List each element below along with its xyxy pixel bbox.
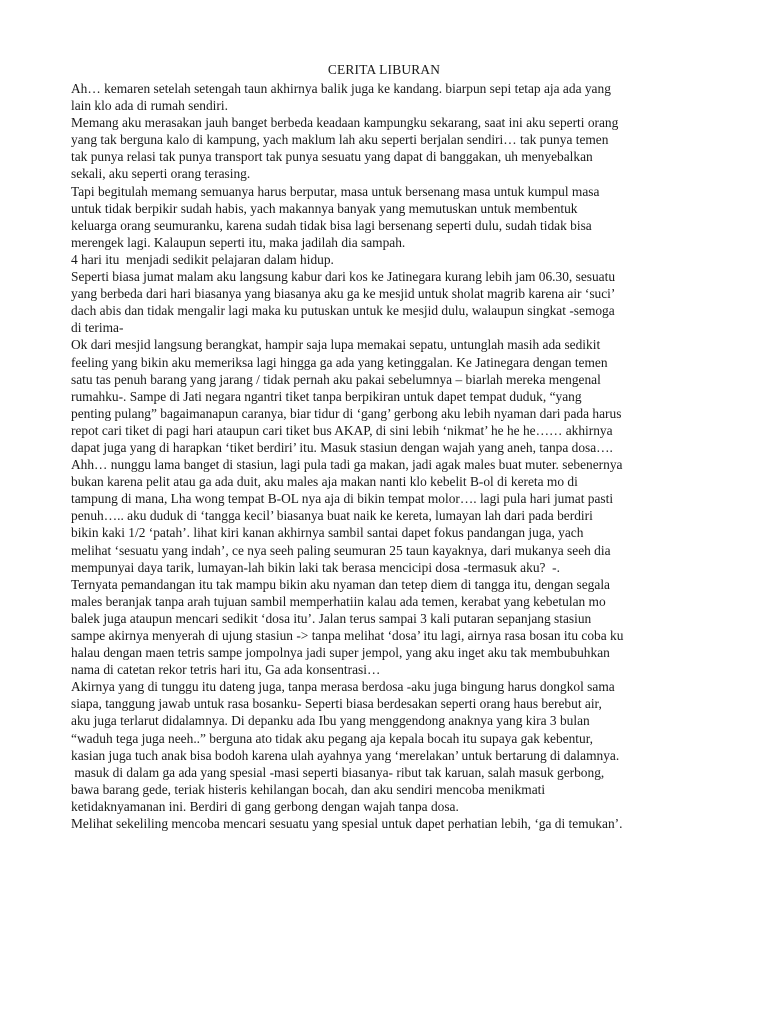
text-line: Tapi begitulah memang semuanya harus berputar, masa untuk bersenang masa untuk kumpul masa (71, 183, 600, 199)
text-line: yang tak berguna kalo di kampung, yach maklum lah aku seperti berjalan sendiri… tak punya temen (71, 132, 609, 148)
text-line: masuk di dalam ga ada yang spesial -masi seperti biasanya- ribut tak karuan, salah masuk gerbong, (71, 764, 605, 780)
text-line: penuh….. aku duduk di ‘tangga kecil’ biasanya buat naik ke kereta, lumayan lah dari pada berdiri (71, 508, 593, 524)
text-line: lain klo ada di rumah sendiri. (71, 98, 228, 114)
text-line: rumahku-. Sampe di Jati negara ngantri tiket tanpa berpikiran untuk dapet tempat duduk, “yang (71, 388, 582, 404)
text-line: “waduh tega juga neeh..” berguna ato tidak aku pegang aja kepala bocah itu supaya gak kebentur, (71, 730, 593, 746)
text-line: mempunyai daya tarik, lumayan-lah bikin laki tak berasa mencicipi dosa -termasuk aku? -. (71, 559, 560, 575)
text-line: Melihat sekeliling mencoba mencari sesuatu yang spesial untuk dapet perhatian lebih, ‘ga di temukan’. (71, 816, 623, 832)
text-line: aku juga terlarut didalamnya. Di depanku ada Ibu yang menggendong anaknya yang kira 3 bulan (71, 713, 590, 729)
text-line: Ternyata pemandangan itu tak mampu bikin aku nyaman dan tetep diem di tangga itu, dengan segala (71, 576, 610, 592)
text-line: bukan karena pelit atau ga ada duit, aku males aja makan nanti klo kebelit B-ol di kereta mo di (71, 474, 578, 490)
text-line: tampung di mana, Lha wong tempat B-OL nya aja di bikin tempat molor…. lagi pula hari jumat pasti (71, 491, 614, 507)
text-line: keluarga orang seumuranku, karena sudah tidak bisa lagi bersenang seperti dulu, sudah tidak bisa (71, 217, 592, 233)
text-line: 4 hari itu menjadi sedikit pelajaran dalam hidup. (71, 251, 334, 267)
text-line: Seperti biasa jumat malam aku langsung kabur dari kos ke Jatinegara kurang lebih jam 06.30, sesuatu (71, 269, 616, 285)
text-line: sampe akirnya menyerah di ujung stasiun -> tanpa melihat ‘dosa’ itu lagi, airnya rasa bosan itu coba ku (71, 628, 624, 643)
text-line: feeling yang bikin aku memeriksa lagi hingga ga ada yang ketinggalan. Ke Jatinegara dengan temen (71, 354, 608, 370)
text-line: di terima- (71, 320, 124, 336)
text-line: Akirnya yang di tunggu itu dateng juga, tanpa merasa berdosa -aku juga bingung harus dongkol sama (71, 679, 615, 695)
text-line: penting pulang” bagaimanapun caranya, biar tidur di ‘gang’ gerbong aku lebih nyaman dari pada harus (71, 405, 622, 421)
document-title: CERITA LIBURAN (327, 62, 441, 77)
text-line: sekali, aku seperti orang terasing. (71, 166, 251, 182)
text-line: nama di catetan rekor tetris hari itu, Ga ada konsentrasi… (71, 662, 381, 678)
text-line: Memang aku merasakan jauh banget berbeda keadaan kampungku sekarang, saat ini aku seperti orang (71, 115, 619, 131)
text-line: Ahh… nunggu lama banget di stasiun, lagi pula tadi ga makan, jadi agak males buat muter. sebenernya (71, 457, 623, 473)
text-line: yang berbeda dari hari biasanya yang biasanya aku ga ke mesjid untuk sholat magrib karena air ‘suci’ (71, 286, 616, 302)
document-body (71, 80, 711, 832)
text-line: Ah… kemaren setelah setengah taun akhirnya balik juga ke kandang. biarpun sepi tetap aja ada yang (71, 81, 611, 96)
text-line: balek juga ataupun mencari sedikit ‘dosa itu’. Jalan terus sampai 3 kali putaran sepanjang stasiun (71, 610, 592, 626)
text-line: kasian juga tuch anak bisa bodoh karena ulah ayahnya yang ‘merelakan’ untuk bertarung di dalamnya. (71, 747, 620, 763)
text-line: bawa barang gede, teriak histeris kehilangan bocah, dan aku sendiri mencoba menikmati (71, 781, 546, 797)
text-line: dapat juga yang di harapkan ‘tiket berdiri’ itu. Masuk stasiun dengan wajah yang aneh, tanpa dosa…. (71, 439, 613, 455)
text-line: repot cari tiket di pagi hari ataupun cari tiket bus AKAP, di sini lebih ‘nikmat’ he he he…… akhirnya (71, 422, 613, 438)
text-line: males beranjak tanpa arah tujuan sambil memperhatiin kalau ada temen, kerabat yang kebetulan mo (71, 593, 606, 609)
text-line: merengek lagi. Kalaupun seperti itu, maka jadilah dia sampah. (71, 234, 406, 250)
text-line: bikin kaki 1/2 ‘patah’. lihat kiri kanan akhirnya sambil santai dapet fokus pandangan juga, yach (71, 525, 584, 541)
text-line: satu tas penuh barang yang jarang / tidak pernah aku pakai sebelumnya – biarlah mereka mengenal (71, 371, 601, 387)
text-line: halau dengan maen tetris sampe jompolnya jadi super jempol, yang aku inget aku tak membubuhkan (71, 645, 610, 661)
text-line: untuk tidak berpikir sudah habis, yach makannya banyak yang memutuskan untuk membentuk (71, 200, 578, 216)
text-line: tak punya relasi tak punya transport tak punya sesuatu yang dapat di banggakan, uh menyebalkan (71, 149, 593, 165)
text-line: siapa, tanggung jawab untuk rasa bosanku- Seperti biasa berdesakan seperti orang haus berebut air, (71, 696, 602, 712)
text-line: ketidaknyamanan ini. Berdiri di gang gerbong dengan wajah tanpa dosa. (71, 798, 459, 814)
text-line: Ok dari mesjid langsung berangkat, hampir saja lupa memakai sepatu, untunglah masih ada sedikit (71, 337, 601, 353)
text-line: dach abis dan tidak mengalir lagi maka ku putuskan untuk ke mesjid dulu, walaupun singkat -semoga (71, 303, 615, 319)
text-line: melihat ‘sesuatu yang indah’, ce nya seeh paling seumuran 25 taun kayaknya, dari mukanya seeh dia (71, 542, 611, 558)
